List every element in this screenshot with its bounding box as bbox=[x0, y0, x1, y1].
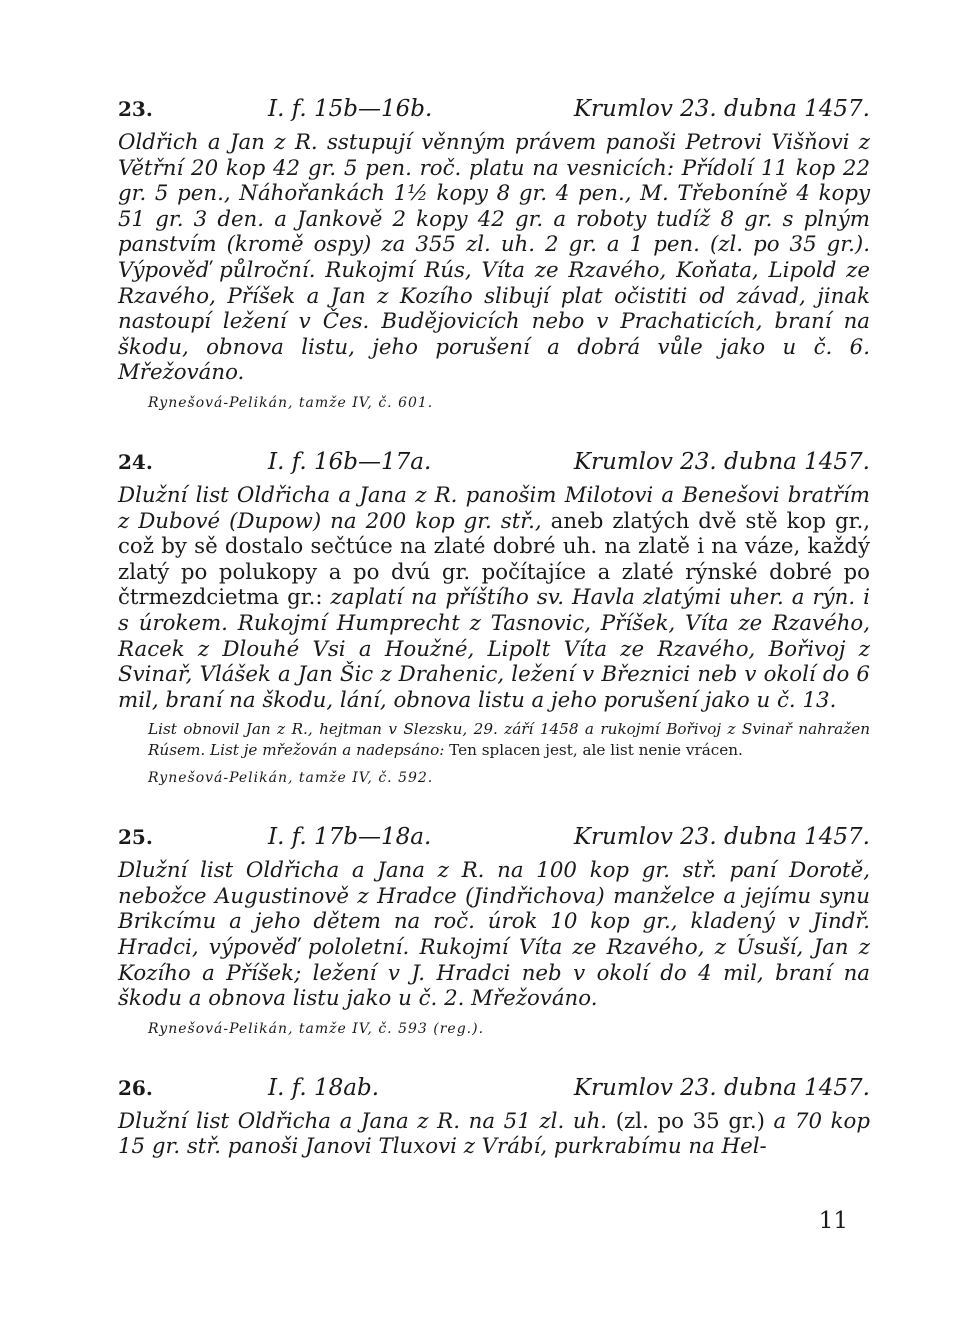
entry-number: 23. bbox=[118, 97, 153, 121]
entry-text-quote: (zl. po 35 gr.) bbox=[607, 1108, 765, 1134]
entry-header bbox=[118, 96, 870, 130]
entry-source: Rynešová-Pelikán, tamže IV, č. 592. bbox=[148, 770, 434, 787]
entry-text-italic: Dlužní list Oldřicha a Jana z R. panošim Milotovi a Benešovi bratřím z Dubové (Dupow) na 200 kop gr. stř., bbox=[118, 482, 870, 534]
entry-text: Oldřich a Jan z R. sstupují věnným právem panoši Petrovi Višňovi z Větřní 20 kop 42 gr. 5 pen. roč. platu na vesnicích: Přídolí 11 kop 22 gr. 5 pen., Náhořankách 1½ kopy 8 gr. 4 pen., M. Třeboníně 4 kopy 51 gr. 3 den. a Jankově 2 kopy 42 gr. a roboty tudíž 8 gr. s plným panstvím (kromě ospy) za 355 zl. uh. 2 gr. a 1 pen. (zl. po 35 gr.). Výpověď půlroční. Rukojmí Rús, Víta ze Rzavého, Koňata, Lipold ze Rzavého, Příšek a Jan z Kozího slibují plat očistiti od závad, jinak nastoupí ležení v Čes. Budějovicích nebo v Prachaticích, braní na škodu, obnova listu, jeho porušení a dobrá vůle jako u č. 6. Mřežováno. bbox=[118, 130, 870, 386]
entry-text-italic: a 70 kop 15 gr. stř. panoši Janovi Tluxovi z Vrábí, purkrabímu na Hel- bbox=[118, 1108, 871, 1160]
entry-place-date: Krumlov 23. dubna 1457. bbox=[573, 824, 870, 851]
entry-folio: I. f. 16b—17a. bbox=[268, 448, 432, 475]
entry-text-quote: aneb zlatých dvě stě kop gr., což by sě dostalo sečtúce na zlaté dobré uh. na zlatě i na váze, každý zlatý po polukopy a po dvú gr. počítajíce a zlaté rýnské dobré po čtrmezdcietma gr.: bbox=[118, 508, 870, 611]
entry-number: 26. bbox=[118, 1075, 153, 1100]
entry-number: 25. bbox=[118, 825, 153, 850]
entry-note-quote: Ten splacen jest, ale list nenie vrácen. bbox=[444, 741, 743, 760]
page-content bbox=[118, 96, 870, 1160]
entry-text-italic: zaplatí na příštího sv. Havla zlatými uher. a rýn. i s úrokem. Rukojmí Humprecht z Tasnovic, Příšek, Víta ze Rzavého, Racek z Dlouhé Vsi a Houžné, Lipolt Víta ze Rzavého, Bořivoj z Svinař, Vlášek a Jan Šic z Drahenic, ležení v Březnici neb v okolí do 6 mil, braní na škodu, lání, obnova listu a jeho porušení jako u č. 13. bbox=[118, 585, 870, 713]
page-number: 11 bbox=[818, 1208, 848, 1234]
entry-text-italic: Dlužní list Oldřicha a Jana z R. na 51 zl. uh. bbox=[118, 1108, 608, 1134]
entry-folio: I. f. 18ab. bbox=[268, 1074, 380, 1101]
entry-25 bbox=[118, 824, 870, 1037]
entry-number: 24. bbox=[118, 449, 153, 474]
entry-place-date: Krumlov 23. dubna 1457. bbox=[573, 96, 870, 122]
entry-24 bbox=[118, 449, 870, 786]
entry-text: Dlužní list Oldřicha a Jana z R. na 100 kop gr. stř. paní Dorotě, nebožce Augustinově z Hradce (Jindřichova) manželce a jejímu synu Brikcímu a jeho dětem na roč. úrok 10 kop gr., kladený v Jindř. Hradci, výpověď pololetní. Rukojmí Víta ze Rzavého, z Úsuší, Jan z Kozího a Příšek; ležení v J. Hradci neb v okolí do 4 mil, braní na škodu a obnova listu jako u č. 2. Mřežováno. bbox=[118, 858, 870, 1012]
entry-folio: I. f. 17b—18a. bbox=[268, 824, 432, 851]
entry-header bbox=[118, 1075, 870, 1109]
entry-text bbox=[118, 483, 870, 713]
entry-26 bbox=[118, 1075, 870, 1160]
entry-23 bbox=[118, 96, 870, 411]
entry-header bbox=[118, 824, 870, 858]
entry-note bbox=[118, 719, 870, 761]
entry-note-italic: List obnovil Jan z R., hejtman v Slezsku, 29. září 1458 a rukojmí Bořivoj z Svinař nahražen Rúsem. List je mřežován a nadepsáno: bbox=[148, 720, 870, 760]
entry-folio: I. f. 15b—16b. bbox=[268, 96, 433, 122]
entry-place-date: Krumlov 23. dubna 1457. bbox=[573, 448, 870, 475]
entry-header bbox=[118, 449, 870, 483]
entry-source: Rynešová-Pelikán, tamže IV, č. 593 (reg.). bbox=[148, 1020, 485, 1037]
entry-text bbox=[118, 1109, 870, 1160]
entry-source: Rynešová-Pelikán, tamže IV, č. 601. bbox=[148, 394, 434, 411]
entry-place-date: Krumlov 23. dubna 1457. bbox=[573, 1074, 870, 1101]
